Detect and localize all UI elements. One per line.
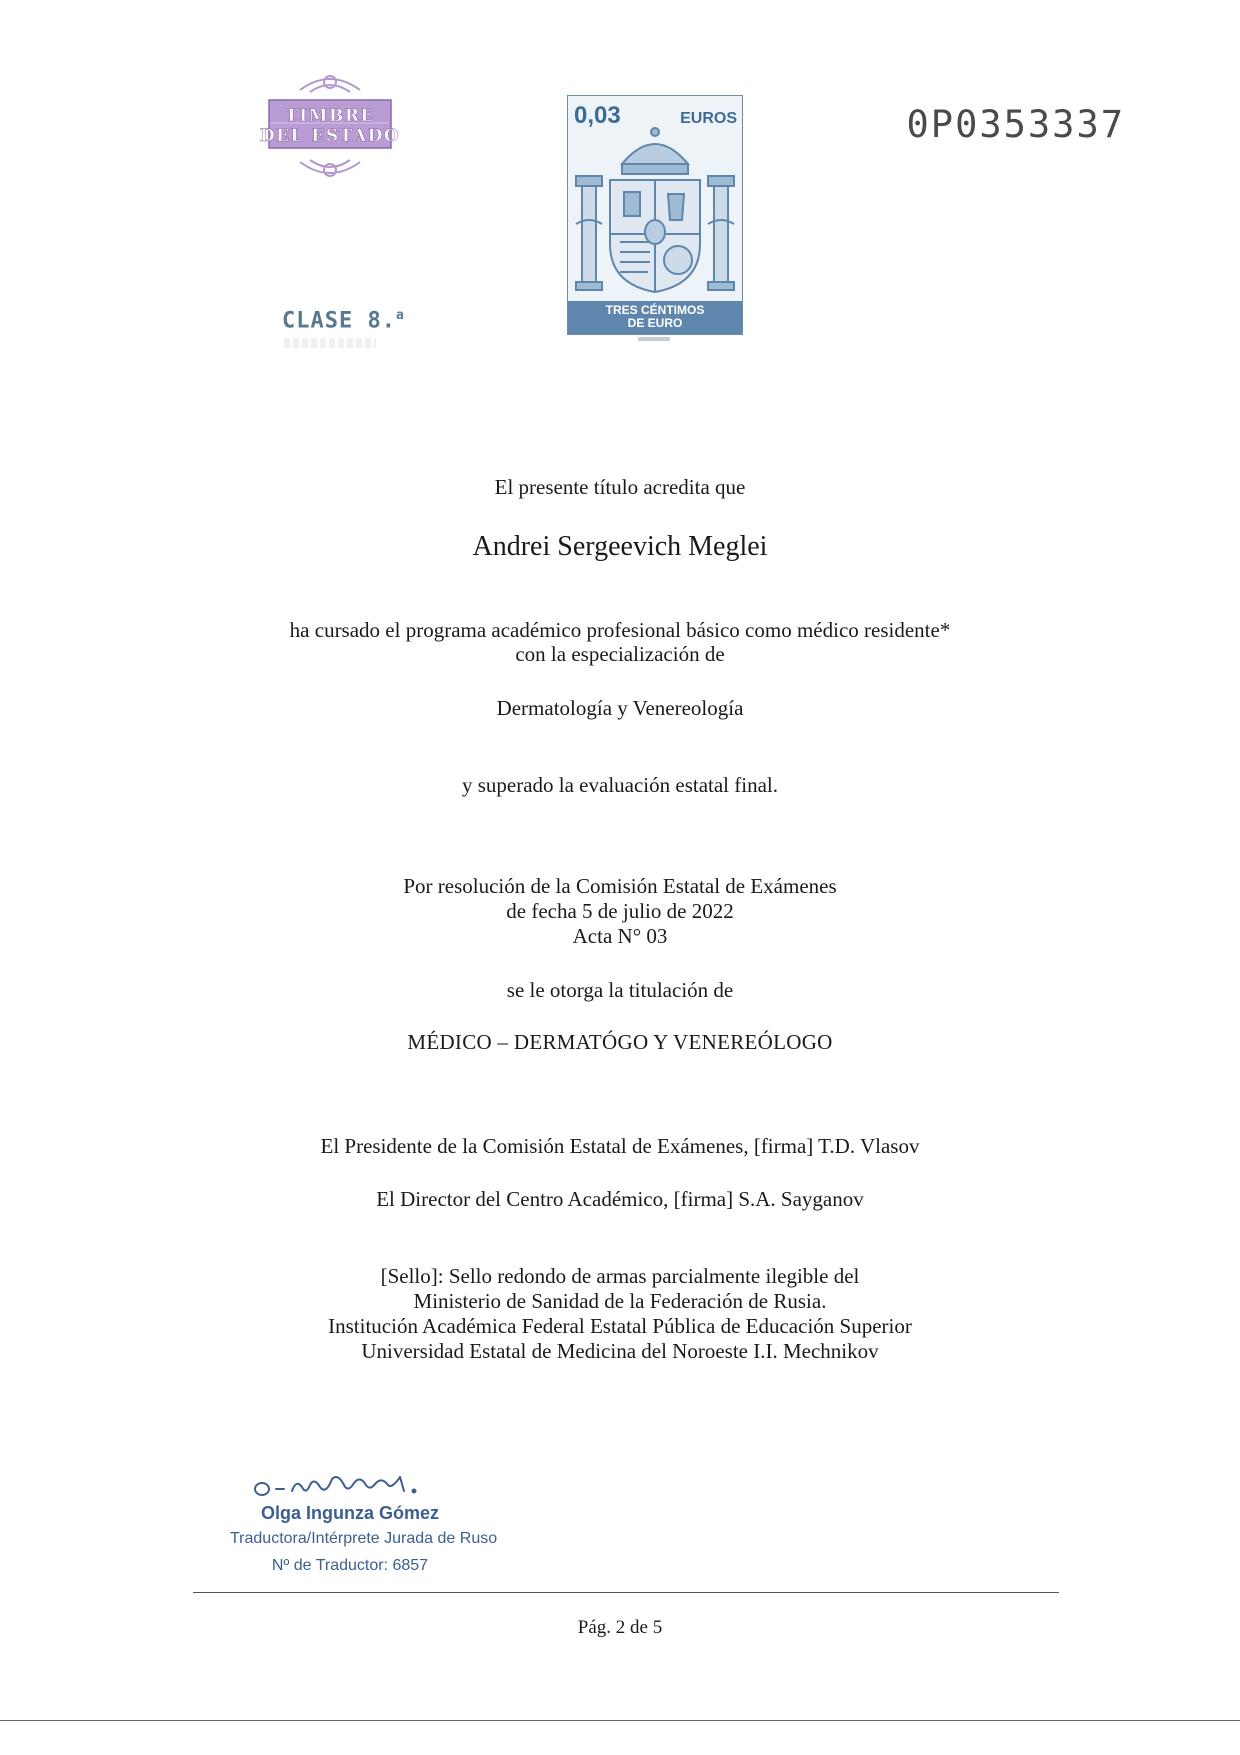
page-number: Pág. 2 de 5	[577, 1617, 663, 1638]
graduate-name: Andrei Sergeevich Meglei	[472, 531, 768, 562]
band-line1: TRES CÉNTIMOS	[605, 303, 705, 317]
scan-edge-line	[0, 1720, 1240, 1721]
translator-name: Olga Ingunza Gómez	[260, 1503, 439, 1523]
degree-title: MÉDICO – DERMATÓGO Y VENEREÓLOGO	[407, 1030, 833, 1054]
serial-number: 0P0353337	[906, 103, 1125, 146]
resolution-line1: Por resolución de la Comisión Estatal de Exámenes	[403, 874, 837, 898]
band-line2: DE EURO	[627, 316, 683, 330]
timbre-del-estado-stamp	[255, 70, 405, 182]
timbre-line1: TIMBRE	[285, 106, 375, 126]
seal-line1: [Sello]: Sello redondo de armas parcialmente ilegible del	[380, 1264, 860, 1288]
clase-main: CLASE 8.	[282, 308, 396, 334]
clase-faint-print	[284, 338, 376, 348]
specialization: Dermatología y Venereología	[496, 696, 744, 720]
seal-line2: Ministerio de Sanidad de la Federación de Rusia.	[413, 1289, 827, 1313]
coat-of-arms-icon	[572, 124, 738, 296]
translator-number: Nº de Traductor: 6857	[271, 1557, 429, 1574]
program-line2: con la especialización de	[515, 642, 725, 666]
translator-signature-icon	[250, 1465, 450, 1505]
program-line1: ha cursado el programa académico profesional básico como médico residente*	[289, 618, 951, 642]
award-text: se le otorga la titulación de	[506, 978, 734, 1002]
resolution-line3: Acta N° 03	[572, 924, 668, 948]
director-signature-line: El Director del Centro Académico, [firma] S.A. Sayganov	[376, 1187, 864, 1211]
stamp-denomination-band	[568, 301, 742, 334]
timbre-line2: DEL ESTADO	[259, 126, 401, 146]
stamp-value: 0,03	[574, 102, 621, 129]
seal-line3: Institución Académica Federal Estatal Pública de Educación Superior	[328, 1314, 912, 1338]
exam-text: y superado la evaluación estatal final.	[461, 773, 779, 797]
mint-mark	[638, 337, 670, 341]
intro-text: El presente título acredita que	[494, 475, 746, 499]
clase-superscript: a	[395, 308, 405, 323]
stamp-unit: EUROS	[680, 110, 737, 127]
president-signature-line: El Presidente de la Comisión Estatal de Exámenes, [firma] T.D. Vlasov	[320, 1134, 920, 1158]
resolution-line2: de fecha 5 de julio de 2022	[506, 899, 734, 923]
footer-divider	[193, 1592, 1059, 1593]
translator-role: Traductora/Intérprete Jurada de Ruso	[230, 1530, 498, 1547]
clase-label	[282, 308, 405, 333]
seal-line4: Universidad Estatal de Medicina del Noroeste I.I. Mechnikov	[361, 1339, 879, 1363]
euro-revenue-stamp	[567, 95, 743, 335]
